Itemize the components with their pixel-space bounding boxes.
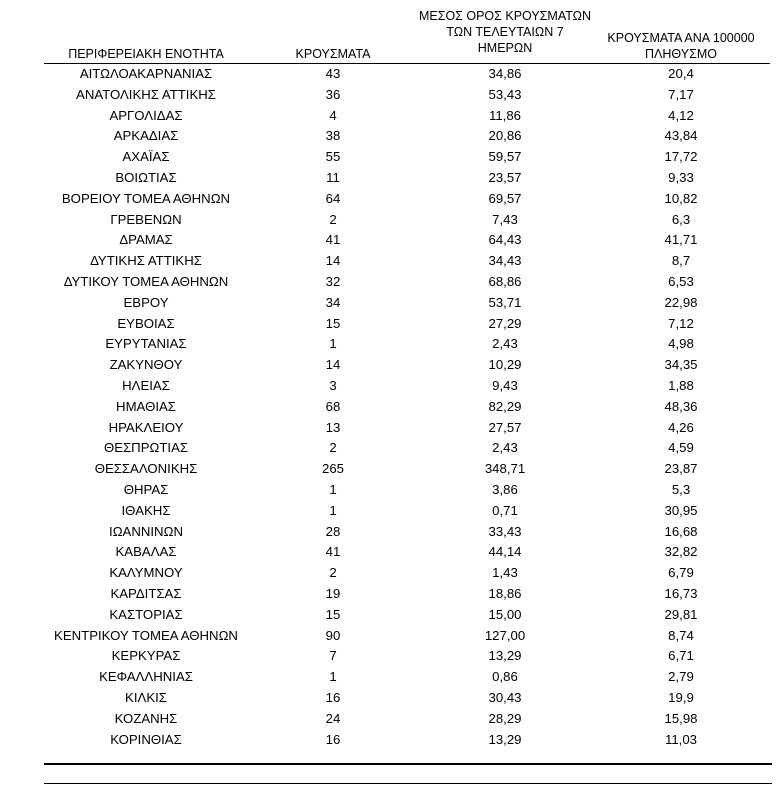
cell-cases: 1 <box>329 336 337 352</box>
cell-per100k: 34,35 <box>664 357 698 373</box>
cell-region: ΚΟΡΙΝΘΙΑΣ <box>110 731 182 747</box>
cell-avg7: 13,29 <box>488 648 522 664</box>
table-row <box>44 584 770 605</box>
cell-region: ΘΕΣΠΡΩΤΙΑΣ <box>103 440 189 456</box>
header-per100k <box>592 14 770 64</box>
table-body <box>44 64 770 751</box>
cell-cases: 16 <box>325 689 341 705</box>
cell-per100k: 29,81 <box>664 606 698 622</box>
cell-avg7: 0,86 <box>492 669 518 685</box>
cell-avg7: 2,43 <box>492 336 518 352</box>
cell-region: ΑΡΓΟΛΙΔΑΣ <box>109 107 183 123</box>
cell-avg7: 18,86 <box>488 585 522 601</box>
cell-avg7: 7,43 <box>492 211 518 227</box>
cell-cases: 41 <box>325 544 341 560</box>
cell-per100k: 7,12 <box>668 315 694 331</box>
table-row <box>44 688 770 709</box>
cell-avg7: 34,86 <box>488 66 522 81</box>
header-region <box>44 14 248 64</box>
cell-region: ΕΒΡΟΥ <box>123 294 169 310</box>
cell-region: ΚΟΖΑΝΗΣ <box>114 710 178 726</box>
cell-per100k: 8,74 <box>668 627 694 643</box>
table-row <box>44 397 770 418</box>
cell-avg7: 53,43 <box>488 86 522 102</box>
table-row <box>44 376 770 397</box>
cell-region: ΔΥΤΙΚΗΣ ΑΤΤΙΚΗΣ <box>90 253 202 269</box>
cell-avg7: 1,43 <box>492 565 518 581</box>
header-cases-label: ΚΡΟΥΣΜΑΤΑ <box>295 47 371 61</box>
cell-per100k: 48,36 <box>664 398 698 414</box>
table-row <box>44 667 770 688</box>
table-row <box>44 272 770 293</box>
cell-cases: 1 <box>329 502 337 518</box>
header-avg7-line2: ΤΩΝ ΤΕΛΕΥΤΑΙΩΝ 7 <box>446 25 564 39</box>
cell-per100k: 17,72 <box>664 149 698 165</box>
cell-region: ΗΜΑΘΙΑΣ <box>116 398 176 414</box>
table-row <box>44 709 770 730</box>
header-per100k-line2: ΠΛΗΘΥΣΜΟ <box>645 47 717 61</box>
cell-cases: 36 <box>325 86 341 102</box>
cell-per100k: 20,4 <box>668 66 694 81</box>
cell-avg7: 64,43 <box>488 232 522 248</box>
table-row <box>44 106 770 127</box>
cell-cases: 2 <box>329 211 337 227</box>
cell-region: ΕΥΒΟΙΑΣ <box>117 315 175 331</box>
cell-avg7: 127,00 <box>484 627 526 643</box>
cell-cases: 38 <box>325 128 341 144</box>
cell-avg7: 82,29 <box>488 398 522 414</box>
cell-avg7: 10,29 <box>488 357 522 373</box>
cell-per100k: 4,12 <box>668 107 694 123</box>
cell-cases: 68 <box>325 398 341 414</box>
cell-per100k: 19,9 <box>668 689 694 705</box>
table-row <box>44 459 770 480</box>
cell-per100k: 6,3 <box>671 211 691 227</box>
cell-per100k: 41,71 <box>664 232 698 248</box>
table-row <box>44 418 770 439</box>
cell-cases: 19 <box>325 585 341 601</box>
cell-cases: 11 <box>326 169 340 185</box>
cell-avg7: 69,57 <box>488 190 522 206</box>
cell-cases: 265 <box>321 461 344 477</box>
header-region-label: ΠΕΡΙΦΕΡΕΙΑΚΗ ΕΝΟΤΗΤΑ <box>68 47 224 61</box>
cell-region: ΒΟΡΕΙΟΥ ΤΟΜΕΑ ΑΘΗΝΩΝ <box>61 190 231 206</box>
header-avg7-line3: ΗΜΕΡΩΝ <box>477 41 533 55</box>
cell-per100k: 5,3 <box>671 481 691 497</box>
cell-cases: 4 <box>329 107 337 123</box>
cell-region: ΚΕΡΚΥΡΑΣ <box>111 648 181 664</box>
cell-region: ΑΧΑΪΑΣ <box>122 149 170 165</box>
cell-region: ΔΥΤΙΚΟΥ ΤΟΜΕΑ ΑΘΗΝΩΝ <box>63 273 229 289</box>
table-row <box>44 522 770 543</box>
cell-per100k: 6,53 <box>668 273 694 289</box>
cell-avg7: 53,71 <box>488 294 522 310</box>
cell-per100k: 7,17 <box>668 86 694 102</box>
cell-region: ΑΙΤΩΛΟΑΚΑΡΝΑΝΙΑΣ <box>79 66 213 81</box>
table-row <box>44 334 770 355</box>
cell-cases: 2 <box>329 440 337 456</box>
cell-region: ΕΥΡΥΤΑΝΙΑΣ <box>105 336 187 352</box>
header-cases <box>248 14 418 64</box>
bottom-rule <box>44 763 772 765</box>
table-row <box>44 355 770 376</box>
cell-region: ΗΡΑΚΛΕΙΟΥ <box>108 419 184 435</box>
cell-cases: 15 <box>325 606 341 622</box>
cell-cases: 7 <box>329 648 337 664</box>
cell-cases: 24 <box>325 710 341 726</box>
table-row <box>44 189 770 210</box>
cell-cases: 32 <box>325 273 341 289</box>
cell-avg7: 11,86 <box>488 107 522 123</box>
table-row <box>44 501 770 522</box>
cases-table <box>44 9 770 750</box>
table-row <box>44 168 770 189</box>
table-row <box>44 230 770 251</box>
cell-avg7: 68,86 <box>488 273 522 289</box>
cell-per100k: 16,73 <box>664 585 698 601</box>
cell-cases: 43 <box>325 66 341 81</box>
cell-cases: 15 <box>325 315 341 331</box>
cell-per100k: 4,59 <box>668 440 694 456</box>
cell-per100k: 30,95 <box>664 502 698 518</box>
cell-avg7: 27,29 <box>488 315 522 331</box>
table-row <box>44 210 770 231</box>
cell-cases: 3 <box>329 377 337 393</box>
cell-cases: 2 <box>329 565 337 581</box>
cell-region: ΚΑΒΑΛΑΣ <box>115 544 177 560</box>
cell-avg7: 59,57 <box>488 149 522 165</box>
cell-per100k: 43,84 <box>664 128 698 144</box>
cell-avg7: 44,14 <box>488 544 522 560</box>
cell-per100k: 9,33 <box>668 169 694 185</box>
cell-cases: 64 <box>325 190 341 206</box>
cell-avg7: 27,57 <box>488 419 522 435</box>
table-row <box>44 438 770 459</box>
cell-region: ΘΗΡΑΣ <box>123 481 169 497</box>
cell-avg7: 34,43 <box>488 253 522 269</box>
cell-per100k: 6,71 <box>668 648 694 664</box>
cell-per100k: 10,82 <box>664 190 698 206</box>
cell-per100k: 4,26 <box>668 419 694 435</box>
cell-cases: 14 <box>325 357 341 373</box>
cell-avg7: 28,29 <box>488 710 522 726</box>
table-row <box>44 480 770 501</box>
table-row <box>44 126 770 147</box>
cell-cases: 28 <box>325 523 341 539</box>
cell-per100k: 11,03 <box>664 731 698 747</box>
cell-avg7: 2,43 <box>492 440 518 456</box>
cell-per100k: 23,87 <box>664 461 698 477</box>
bottom-rule-thin <box>44 783 772 784</box>
cell-per100k: 6,79 <box>668 565 694 581</box>
table-row <box>44 85 770 106</box>
cell-avg7: 30,43 <box>488 689 522 705</box>
cell-avg7: 3,86 <box>492 481 518 497</box>
cell-region: ΙΘΑΚΗΣ <box>121 502 171 518</box>
cell-cases: 13 <box>325 419 341 435</box>
cell-cases: 14 <box>325 253 341 269</box>
cell-region: ΔΡΑΜΑΣ <box>119 232 173 248</box>
cell-avg7: 20,86 <box>488 128 522 144</box>
cell-region: ΖΑΚΥΝΘΟΥ <box>109 357 183 373</box>
cell-avg7: 9,43 <box>492 377 518 393</box>
header-per100k-line1: ΚΡΟΥΣΜΑΤΑ ΑΝΑ 100000 <box>607 31 755 45</box>
table-row <box>44 626 770 647</box>
cell-region: ΚΑΡΔΙΤΣΑΣ <box>110 585 182 601</box>
cell-per100k: 16,68 <box>664 523 698 539</box>
cell-avg7: 33,43 <box>488 523 522 539</box>
cell-avg7: 15,00 <box>488 606 522 622</box>
cell-region: ΚΑΛΥΜΝΟΥ <box>109 565 183 581</box>
table-row <box>44 147 770 168</box>
cell-per100k: 8,7 <box>671 253 691 269</box>
table-row <box>44 314 770 335</box>
table-row <box>44 646 770 667</box>
table-row <box>44 730 770 751</box>
table-row <box>44 542 770 563</box>
cell-cases: 1 <box>329 669 337 685</box>
cell-region: ΚΕΝΤΡΙΚΟΥ ΤΟΜΕΑ ΑΘΗΝΩΝ <box>54 627 238 643</box>
cell-region: ΚΕΦΑΛΛΗΝΙΑΣ <box>99 669 193 685</box>
cell-cases: 41 <box>325 232 341 248</box>
table-header <box>44 9 770 64</box>
cell-region: ΙΩΑΝΝΙΝΩΝ <box>109 523 183 539</box>
cell-cases: 34 <box>325 294 341 310</box>
cell-region: ΓΡΕΒΕΝΩΝ <box>110 211 182 227</box>
cell-per100k: 1,88 <box>668 377 694 393</box>
table-row <box>44 64 770 85</box>
cell-avg7: 13,29 <box>488 731 522 747</box>
cell-region: ΘΕΣΣΑΛΟΝΙΚΗΣ <box>94 461 198 477</box>
cell-region: ΚΑΣΤΟΡΙΑΣ <box>109 606 183 622</box>
cell-avg7: 0,71 <box>492 502 518 518</box>
cell-region: ΑΝΑΤΟΛΙΚΗΣ ΑΤΤΙΚΗΣ <box>76 86 216 102</box>
header-avg7 <box>418 9 592 64</box>
cell-per100k: 22,98 <box>664 294 698 310</box>
cell-avg7: 348,71 <box>484 461 526 477</box>
cell-per100k: 4,98 <box>668 336 694 352</box>
table-row <box>44 605 770 626</box>
cell-cases: 55 <box>325 149 341 165</box>
cell-cases: 90 <box>325 627 341 643</box>
cell-region: ΚΙΛΚΙΣ <box>125 689 167 705</box>
cell-region: ΒΟΙΩΤΙΑΣ <box>115 169 177 185</box>
header-row <box>44 14 770 64</box>
cell-region: ΗΛΕΙΑΣ <box>122 377 170 393</box>
table-row <box>44 563 770 584</box>
table-row <box>44 251 770 272</box>
cell-per100k: 15,98 <box>664 710 698 726</box>
cell-region: ΑΡΚΑΔΙΑΣ <box>113 128 179 144</box>
cell-avg7: 23,57 <box>488 169 522 185</box>
table-row <box>44 293 770 314</box>
cell-cases: 16 <box>325 731 341 747</box>
cell-per100k: 32,82 <box>664 544 698 560</box>
cell-per100k: 2,79 <box>668 669 694 685</box>
cell-cases: 1 <box>329 481 337 497</box>
header-avg7-line1: ΜΕΣΟΣ ΟΡΟΣ ΚΡΟΥΣΜΑΤΩΝ <box>418 9 592 23</box>
